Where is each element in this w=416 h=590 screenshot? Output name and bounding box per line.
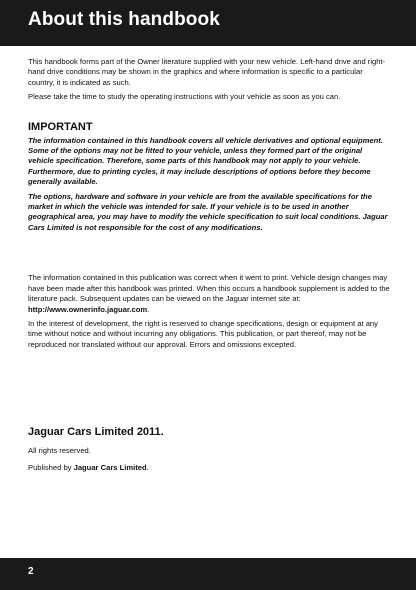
rights-reserved: All rights reserved. [28, 446, 91, 456]
publisher-name: Jaguar Cars Limited [73, 462, 147, 472]
page-content [28, 57, 390, 473]
intro-paragraph-2: Please take the time to study the operating instructions with your vehicle as soon as you can. [28, 92, 341, 102]
ownerinfo-link[interactable]: http://www.ownerinfo.jaguar.com [28, 304, 148, 314]
intro-paragraph-1: This handbook forms part of the Owner literature supplied with your new vehicle. Left-hand drive and right-hand drive conditions may be shown in the graphics and where information is specific to a particular country, it is indicated as such. [28, 57, 386, 87]
important-paragraph-1: The information contained in this handbook covers all vehicle derivatives and optional equipment. Some of the options may not be fitted to your vehicle, unless they formed part of the original vehicle specification. Therefore, some parts of this handbook may not apply to your vehicle. Furthermore, due to printing cycles, it may include descriptions of options before they become generally available. [28, 135, 383, 187]
important-paragraph-2: The options, hardware and software in your vehicle are from the available specifications for the market in which the vehicle was intended for sale. If your vehicle is to be used in another geographical area, you may have to modify the vehicle specification to suit local conditions. Jaguar Cars Limited is not responsible for the cost of any modifications. [28, 191, 388, 232]
page-number: 2 [28, 566, 34, 577]
page-footer [0, 558, 416, 590]
publication-paragraph-2: In the interest of development, the right is reserved to change specifications, design or equipment at any time without notice and without incurring any obligations. This publication, or part thereof, may not be reproduced nor translated without our approval. Errors and omissions excepted. [28, 318, 378, 349]
page-title: About this handbook [28, 9, 220, 30]
publication-text: The information contained in this publication was correct when it went to print. Vehicle design changes may have been made after this handbook was printed. When this occurs a handbook supplement is added to the literature pack. Subsequent updates can be viewed on the Jaguar internet site at: [28, 273, 390, 304]
publication-paragraph-1 [28, 273, 390, 315]
published-by [28, 463, 390, 473]
copyright-heading: Jaguar Cars Limited 2011. [28, 426, 164, 439]
page-header [0, 0, 416, 46]
important-heading: IMPORTANT [28, 120, 93, 133]
published-prefix: Published by [28, 462, 74, 472]
published-suffix: . [146, 462, 149, 472]
publication-period: . [147, 304, 150, 314]
